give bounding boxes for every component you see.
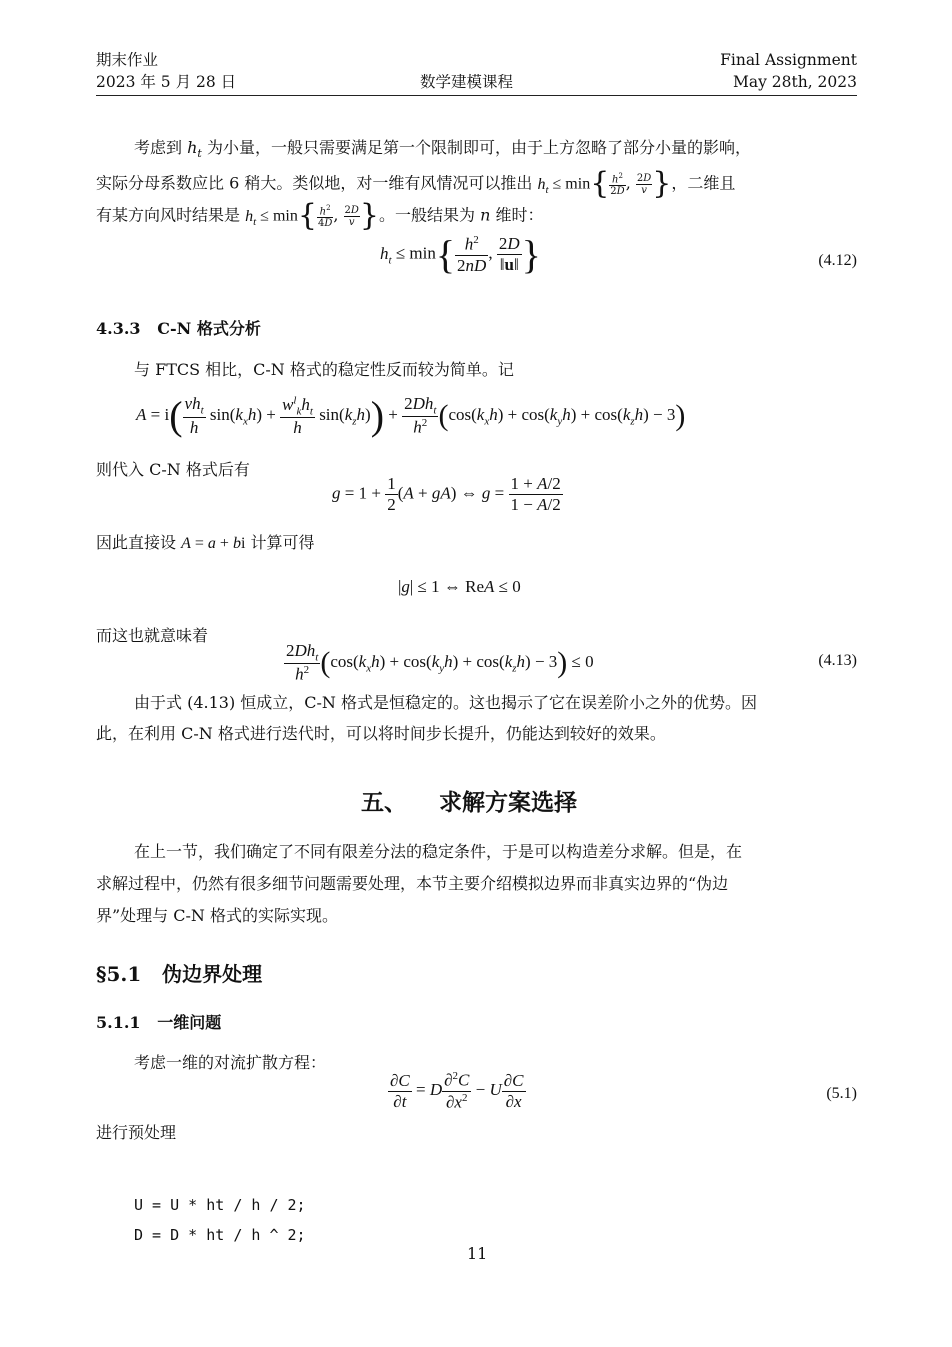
cn-set-A: 因此直接设 A = a + bi 计算可得 bbox=[96, 533, 315, 552]
cn-meaning: 而这也就意味着 bbox=[96, 626, 209, 645]
cn-conclusion-line2: 此，在利用 C-N 格式进行迭代时，可以将时间步长提升，仍能达到较好的效果。 bbox=[96, 724, 666, 743]
equation-number-4-12: (4.12) bbox=[818, 252, 857, 269]
header-right-line2: May 28th, 2023 bbox=[732, 73, 857, 91]
code-line: U = U * ht / h / 2; bbox=[134, 1196, 306, 1214]
equation-4-13: $\frac{2Dh_t}{h^2}$ $(\cos(k_xh) + \cos(k_yh) + \cos(k_zh) - 3) \le 0$ bbox=[286, 641, 594, 685]
page-number: 11 bbox=[467, 1244, 488, 1263]
section5-para-line1: 在上一节，我们确定了不同有限差分法的稳定条件，于是可以构造差分求解。但是，在 bbox=[134, 842, 743, 861]
cn-intro: 与 FTCS 相比，C-N 格式的稳定性反而较为简单。记 bbox=[134, 360, 514, 379]
oned-intro: 考虑一维的对流扩散方程： bbox=[134, 1053, 327, 1072]
header-right-line1: Final Assignment bbox=[720, 51, 857, 69]
subsection-5-1-heading: §5.1 伪边界处理 bbox=[96, 962, 263, 986]
code-line: D = D * ht / h ^ 2; bbox=[134, 1226, 306, 1244]
section5-para-line2: 求解过程中，仍然有很多细节问题需要处理，本节主要介绍模拟边界而非真实边界的“伪边 bbox=[96, 874, 729, 893]
equation-number-5-1: (5.1) bbox=[826, 1085, 857, 1102]
header-rule bbox=[96, 95, 857, 96]
header-center: 数学建模课程 bbox=[420, 73, 514, 91]
subsection-4-3-3-heading: 4.3.3 C-N 格式分析 bbox=[96, 319, 261, 338]
section5-para-line3: 界”处理与 C-N 格式的实际实现。 bbox=[96, 906, 339, 925]
cn-conclusion-line1: 由于式 (4.13) 恒成立，C-N 格式是恒稳定的。这也揭示了它在误差阶小之外的优势。因 bbox=[134, 693, 758, 712]
subsection-5-1-1-heading: 5.1.1 一维问题 bbox=[96, 1013, 222, 1032]
para1-line2: 实际分母系数应比 6 稍大。类似地，对一维有风情况可以推出 $h_t \le \min${ $\frac{h^2}{2D}$ , $\frac{2D}{v}$ }，二维且 bbox=[96, 166, 736, 201]
oned-preprocess: 进行预处理 bbox=[96, 1123, 177, 1142]
equation-g-bound: |g| ≤ 1 ⇔ ReA ≤ 0 bbox=[398, 577, 521, 596]
section-5-heading: 五、 求解方案选择 bbox=[361, 789, 578, 816]
para1-line3: 有某方向风时结果是 $h_t \le \min${ $\frac{h^2}{4D}$ , $\frac{2D}{v}$ }。一般结果为 n 维时： bbox=[96, 198, 544, 233]
header-left-line2: 2023 年 5 月 28 日 bbox=[96, 73, 237, 91]
para1-line1: 考虑到 $h_t$ 为小量，一般只需要满足第一个限制即可，由于上方忽略了部分小量的影响， bbox=[134, 138, 751, 161]
equation-number-4-13: (4.13) bbox=[818, 652, 857, 669]
header-left-line1: 期末作业 bbox=[96, 51, 159, 69]
cn-after-A: 则代入 C-N 格式后有 bbox=[96, 460, 250, 479]
equation-g: g = 1 + $\frac{1}{2}$ (A + gA) ⇔ g = $\frac{1 + A/2}{1 - A/2}$ bbox=[332, 474, 561, 514]
code-block bbox=[134, 1160, 306, 1250]
equation-A-definition: A = i( $\frac{vh_t}{h}$ $\sin(k_xh)$ + $\frac{w^l_kh_t}{h}$ $\sin(k_zh)$) + $\frac{2Dh_t}{h^2}$ $(\cos(k_xh) + \cos(k_yh) + \cos(k_zh) - 3)$ bbox=[136, 393, 686, 439]
equation-5-1: $\frac{\partial C}{\partial t}$ = D $\frac{\partial^2C}{\partial x^2}$ − U $\frac{\partial C}{\partial x}$ bbox=[390, 1070, 524, 1112]
equation-4-12: $h_t \le \min${ $\frac{h^2}{2nD}$ , $\frac{2D}{‖u‖}$ } bbox=[380, 231, 541, 277]
